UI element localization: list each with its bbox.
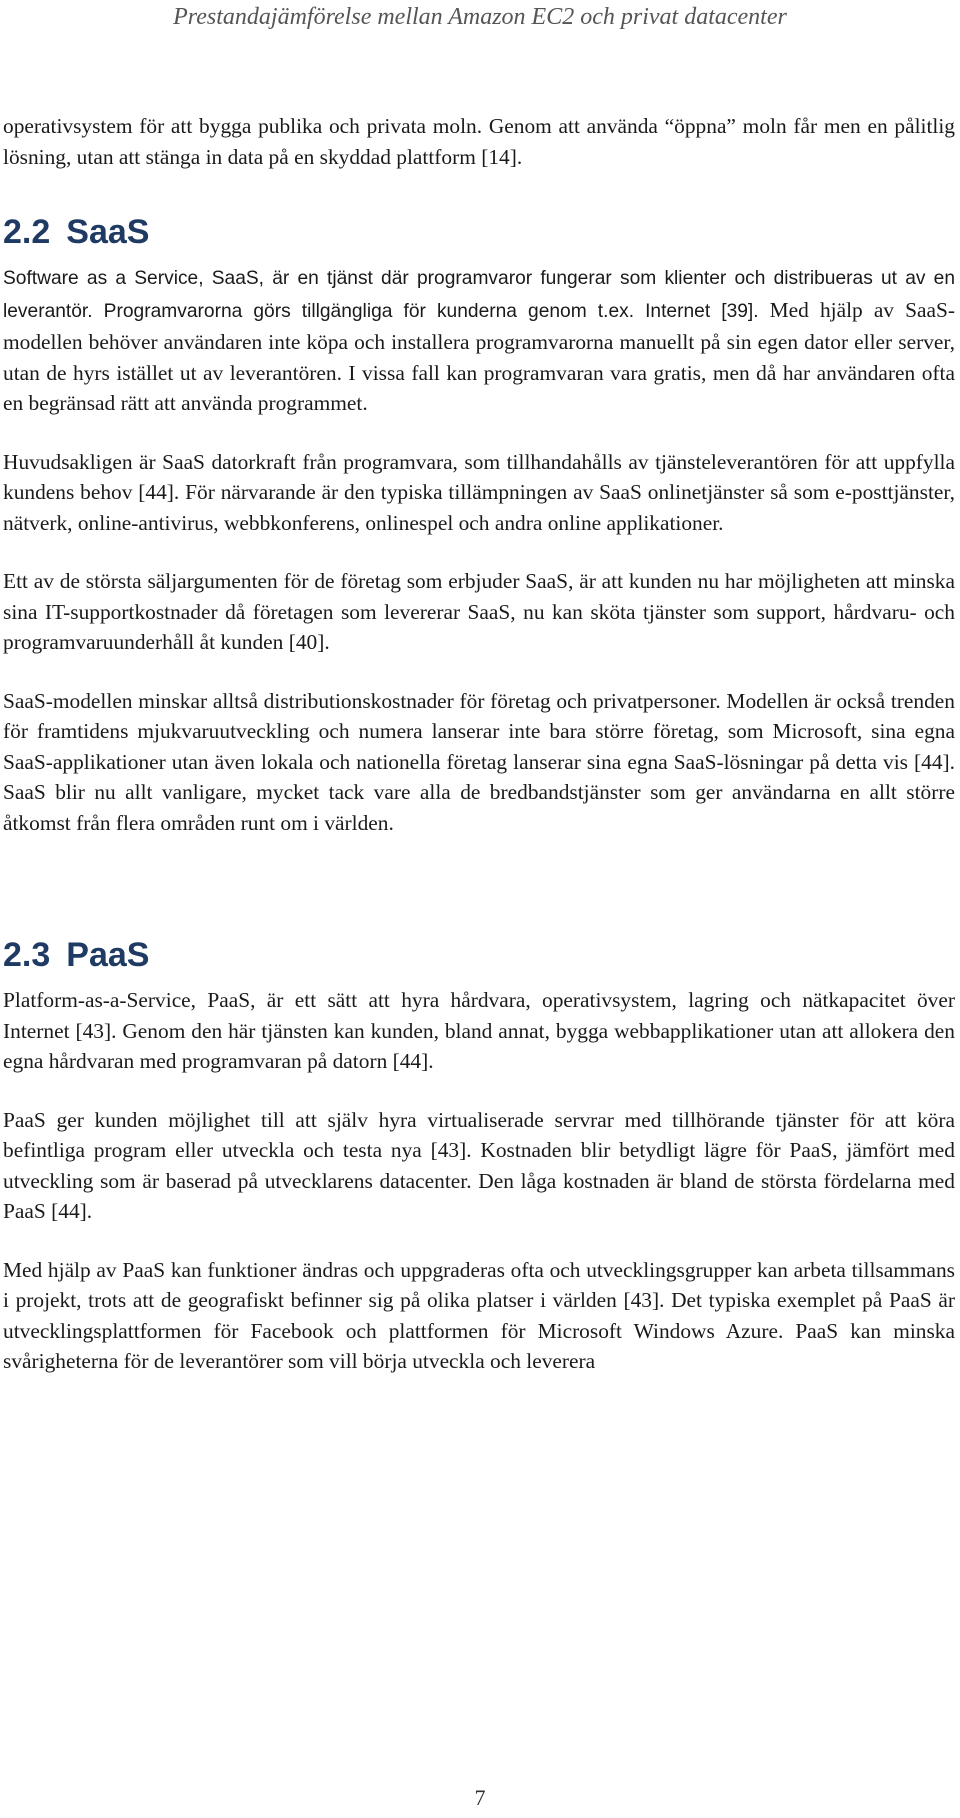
section-number: 2.3 bbox=[3, 936, 51, 974]
paas-paragraph-2: PaaS ger kunden möjlighet till att själv hyra virtualiserade servrar med tillhörande tjänster för att köra befintliga program eller utveckla och testa nya [43]. Kostnaden blir betydligt lägre för PaaS, jämfört med utveckling som är baserad på utvecklarens datacenter. Den låga kostnaden är bland de största fördelarna med PaaS [44]. bbox=[3, 1107, 955, 1223]
paas-paragraph-1: Platform-as-a-Service, PaaS, är ett sätt att hyra hårdvara, operativsystem, lagring och nätkapacitet över Internet [43]. Genom den här tjänsten kan kunden, bland annat, bygga webbapplikationer utan att allokera den egna hårdvaran med programvaran på datorn [44]. bbox=[3, 988, 955, 1073]
saas-paragraph-3: Ett av de största säljargumenten för de företag som erbjuder SaaS, är att kunden nu har möjligheten att minska sina IT-supportkostnader då företagen som levererar SaaS, nu kan sköta tjänster som support, hårdvaru- och programvaruunderhåll åt kunden [40]. bbox=[3, 569, 955, 654]
section-title: PaaS bbox=[66, 936, 150, 974]
saas-lead-text: Software as a Service, SaaS, är en tjänst där programvaror fungerar som klienter och distribueras ut av en leverantör. Programvarorna görs tillgängliga för kunderna genom t.ex. Internet [39]. bbox=[3, 268, 955, 322]
section-title: SaaS bbox=[66, 213, 150, 251]
paas-paragraph-3: Med hjälp av PaaS kan funktioner ändras och uppgraderas ofta och utvecklingsgrupper kan arbeta tillsammans i projekt, trots att de geografiskt befinner sig på olika platser i världen [43]. Det typiska exemplet på PaaS är utvecklingsplattformen för Facebook och plattformen för Microsoft Windows Azure. PaaS kan minska svårigheterna för de leverantörer som vill börja utveckla och leverera bbox=[3, 1257, 955, 1373]
running-header: Prestandajämförelse mellan Amazon EC2 och privat datacenter bbox=[173, 4, 787, 30]
page-number: 7 bbox=[474, 1785, 486, 1810]
paragraph-continued: operativsystem för att bygga publika och privata moln. Genom att använda “öppna” moln får men en pålitlig lösning, utan att stänga in data på en skyddad plattform [14]. bbox=[3, 114, 955, 169]
saas-paragraph-1 bbox=[3, 262, 955, 419]
saas-paragraph-1-rest: Med hjälp av SaaS-modellen behöver användaren inte köpa och installera programvarorna manuellt på sin egen dator eller server, utan de hyrs istället ut av leverantören. I vissa fall kan programvaran vara gratis, men då har användaren ofta en begränsad rätt att använda programmet. bbox=[3, 297, 955, 415]
saas-paragraph-4: SaaS-modellen minskar alltså distributionskostnader för företag och privatpersoner. Modellen är också trenden för framtidens mjukvaruutveckling och numera lanserar inte bara större företag, som Microsoft, sina egna SaaS-applikationer utan även lokala och nationella företag lanserar sina egna SaaS-lösningar på detta vis [44]. SaaS blir nu allt vanligare, mycket tack vare alla de bredbandstjänster som ger användarna en allt större åtkomst från flera områden runt om i världen. bbox=[3, 688, 955, 835]
saas-paragraph-2: Huvudsakligen är SaaS datorkraft från programvara, som tillhandahålls av tjänsteleverantören för att uppfylla kundens behov [44]. För närvarande är den typiska tillämpningen av SaaS onlinetjänster så som e-posttjänster, nätverk, online-antivirus, webbkonferens, onlinespel och andra online applikationer. bbox=[3, 449, 955, 535]
section-heading-saas bbox=[3, 210, 955, 254]
section-heading-paas bbox=[3, 933, 955, 977]
page-body bbox=[3, 111, 955, 1377]
section-number: 2.2 bbox=[3, 213, 51, 251]
